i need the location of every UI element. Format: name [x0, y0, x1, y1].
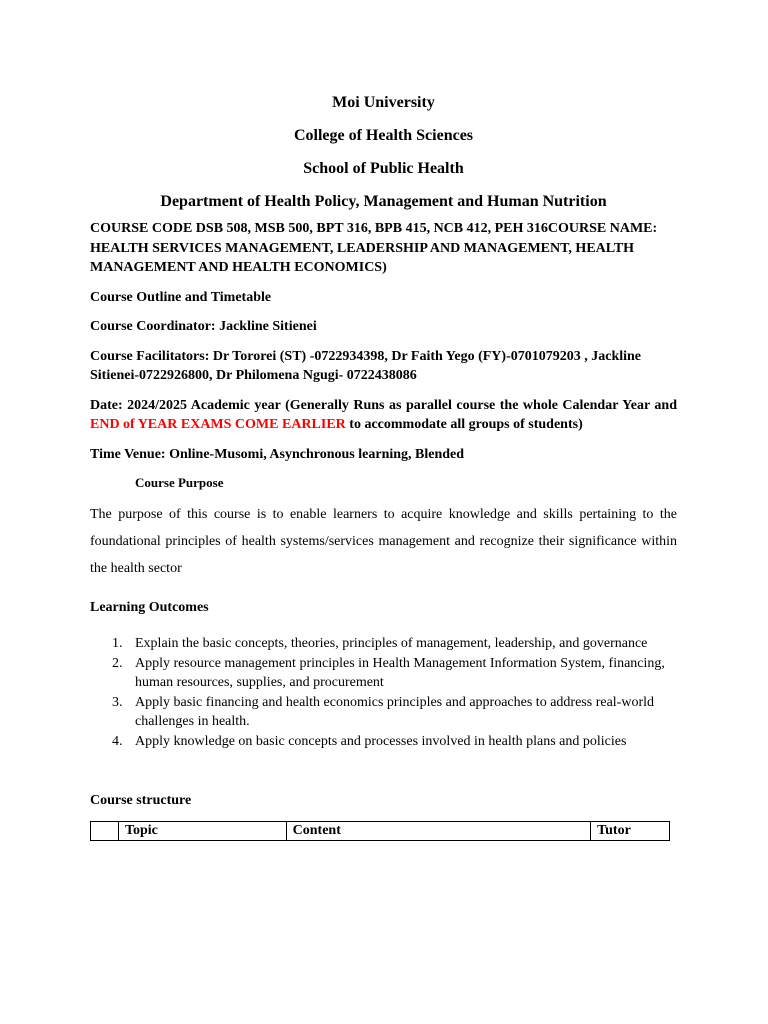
table-header-topic: Topic [118, 822, 286, 841]
list-item-number: 2. [112, 655, 123, 671]
college-title: College of Health Sciences [293, 127, 474, 144]
list-item [90, 654, 677, 693]
course-purpose-heading: Course Purpose [135, 475, 224, 490]
list-item [90, 732, 677, 752]
school-title: School of Public Health [303, 160, 464, 177]
course-purpose-text: The purpose of this course is to enable learners to acquire knowledge and skills pertaining to the foundational principles of health systems/services management and recognize their significance within the health sector [90, 507, 677, 576]
course-coordinator: Course Coordinator: Jackline Sitienei [90, 319, 317, 334]
list-item-text: Apply resource management principles in Health Management Information System, financing, human resources, supplies, and procurement [135, 655, 665, 690]
course-structure-heading: Course structure [90, 793, 192, 808]
outline-title: Course Outline and Timetable [90, 289, 272, 305]
list-item-text: Explain the basic concepts, theories, principles of management, leadership, and governance [135, 636, 648, 651]
list-item-number: 3. [112, 694, 123, 710]
learning-outcomes-list [90, 634, 677, 751]
exam-notice-highlight: END of YEAR EXAMS COME EARLIER [90, 417, 346, 432]
date-line-suffix: to accommodate all groups of students) [345, 417, 583, 432]
date-line [90, 396, 677, 435]
table-header-row [91, 822, 670, 841]
date-line-prefix: Date: 2024/2025 Academic year (Generally Runs as parallel course the whole Calendar Year and [90, 397, 677, 413]
course-code-name: COURSE CODE DSB 508, MSB 500, BPT 316, BPB 415, NCB 412, PEH 316COURSE NAME: HEALTH SERVICES MANAGEMENT, LEADERSHIP AND MANAGEMENT, HEALTH MANAGEMENT AND HEALTH ECONOMICS) [90, 221, 658, 275]
list-item [90, 634, 677, 654]
course-structure-table [90, 821, 670, 841]
list-item [90, 693, 677, 732]
table-header-tutor: Tutor [591, 822, 670, 841]
university-title: Moi University [332, 94, 435, 111]
list-item-text: Apply knowledge on basic concepts and processes involved in health plans and policies [135, 733, 627, 749]
list-item-number: 4. [112, 733, 123, 749]
learning-outcomes-heading: Learning Outcomes [90, 600, 209, 615]
document-page [90, 92, 677, 841]
time-venue: Time Venue: Online-Musomi, Asynchronous learning, Blended [90, 446, 465, 462]
table-header-index [91, 822, 119, 841]
list-item-text: Apply basic financing and health economics principles and approaches to address real-world challenges in health. [135, 694, 654, 729]
course-facilitators: Course Facilitators: Dr Tororei (ST) -0722934398, Dr Faith Yego (FY)-0701079203 , Jackline Sitienei-0722926800, Dr Philomena Ngugi- 0722438086 [90, 348, 642, 383]
department-title: Department of Health Policy, Management and Human Nutrition [160, 193, 607, 210]
list-item-number: 1. [112, 636, 123, 651]
table-header-content: Content [286, 822, 590, 841]
